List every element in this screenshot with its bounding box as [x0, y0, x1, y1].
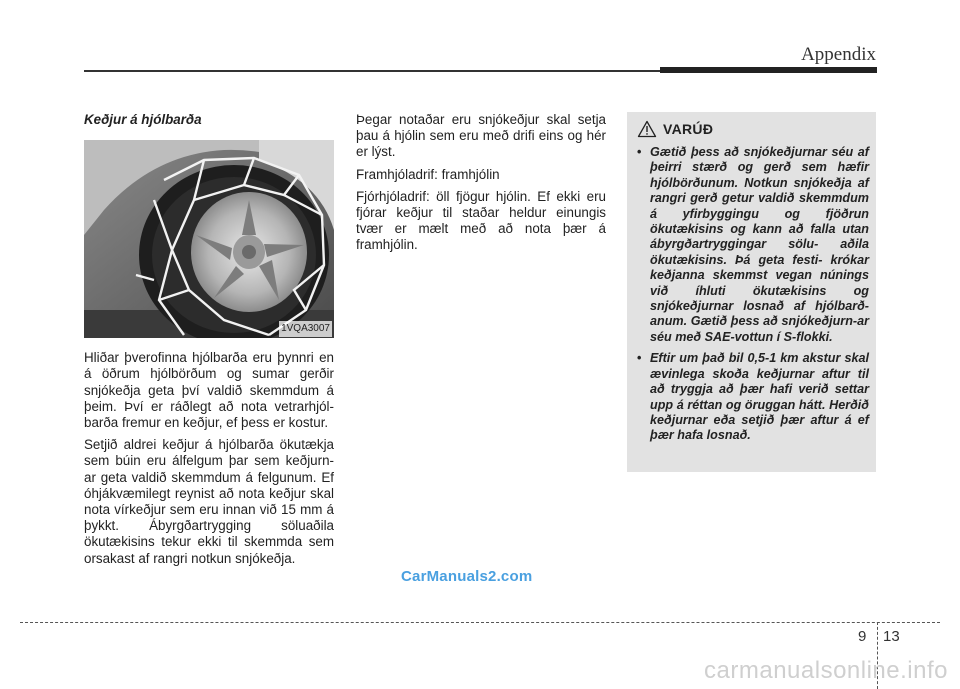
left-paragraph-1: Hliðar þverofinna hjólbarða eru þynnri en á öðrum hjólbörðum og sumar gerðir snjókeðja geta því valdið skemmdum á þeim. Því er ráðlegt að nota vetrarhjól- barða fremur en keðjur, ef þess er kostur. — [84, 350, 334, 431]
bullet: • — [637, 351, 642, 366]
caution-item-text: Eftir um það bil 0,5-1 km akstur skal ævinlega skoða keðjurnar aftur til að tryggja að þær hafi verið settar upp á réttan og öruggan hátt. Herðið keðjurnar eða setjið þær aftur á ef þær hafa losnað. — [650, 351, 869, 443]
watermark-link[interactable]: CarManuals2.com — [401, 568, 533, 585]
section-heading: Keðjur á hjólbarða — [84, 112, 202, 127]
header-rule-bold — [660, 67, 877, 73]
right-paragraph-1: Þegar notaðar eru snjókeðjur skal setja þau á hjólin sem eru með drifi eins og hér er lýst. — [356, 112, 606, 160]
right-column — [356, 112, 606, 260]
caution-item-text: Gætið þess að snjókeðjurnar séu af þeirri stærð og gerð sem hæfir hjólbörðunum. Notkun snjókeðja af rangri gerð getur valdið skemmdum á yfirbyggingu og fjöðrun ökutækisins og kann að falla utan ábyrgðartryggingar sölu- aðila ökutækisins. Þá geta festi- krókar keðjanna skemmst vegan núnings við íhluti ökutækisins og snjókeðjurnar losnað af hjólbarð- anum. Gætið þess að snjókeðjurn-ar séu með SAE-vottun í S-flokki. — [650, 145, 869, 344]
caution-item — [637, 145, 869, 345]
tire-chain-figure — [84, 140, 334, 338]
page-number: 13 — [883, 628, 900, 645]
caution-list — [637, 145, 869, 450]
caution-title: VARÚÐ — [663, 121, 714, 137]
caution-item — [637, 351, 869, 443]
right-paragraph-3: Fjórhjóladrif: öll fjögur hjólin. Ef ekki eru fjórar keðjur til staðar heldur einungis tvær er mælt með að nota þær á framhjólin. — [356, 188, 606, 253]
left-column — [84, 112, 334, 573]
chapter-number: 9 — [858, 628, 867, 645]
warning-triangle-icon — [637, 120, 657, 138]
site-watermark: carmanualsonline.info — [704, 657, 948, 684]
tire-chain-illustration — [84, 140, 334, 338]
header-rule — [84, 70, 660, 72]
footer-rule — [20, 622, 940, 623]
bullet: • — [637, 145, 642, 159]
right-paragraph-2: Framhjóladrif: framhjólin — [356, 166, 500, 182]
left-paragraph-2: Setjið aldrei keðjur á hjólbarða ökutækja sem búin eru álfelgum þar sem keðjurn- ar geta valdið skemmdum á felgunum. Ef óhjákvæmilegt reynist að nota keðjur skal nota vírkeðjur sem eru innan við 15 mm á þykkt. Ábyrgðartrygging söluaðila ökutækisins tekur ekki til skemmda sem orsakast af rangri notkun snjókeðja. — [84, 437, 334, 566]
header-title: Appendix — [801, 44, 876, 65]
figure-code: 1VQA3007 — [279, 321, 332, 337]
caution-header — [637, 120, 713, 138]
caution-box — [627, 112, 876, 472]
